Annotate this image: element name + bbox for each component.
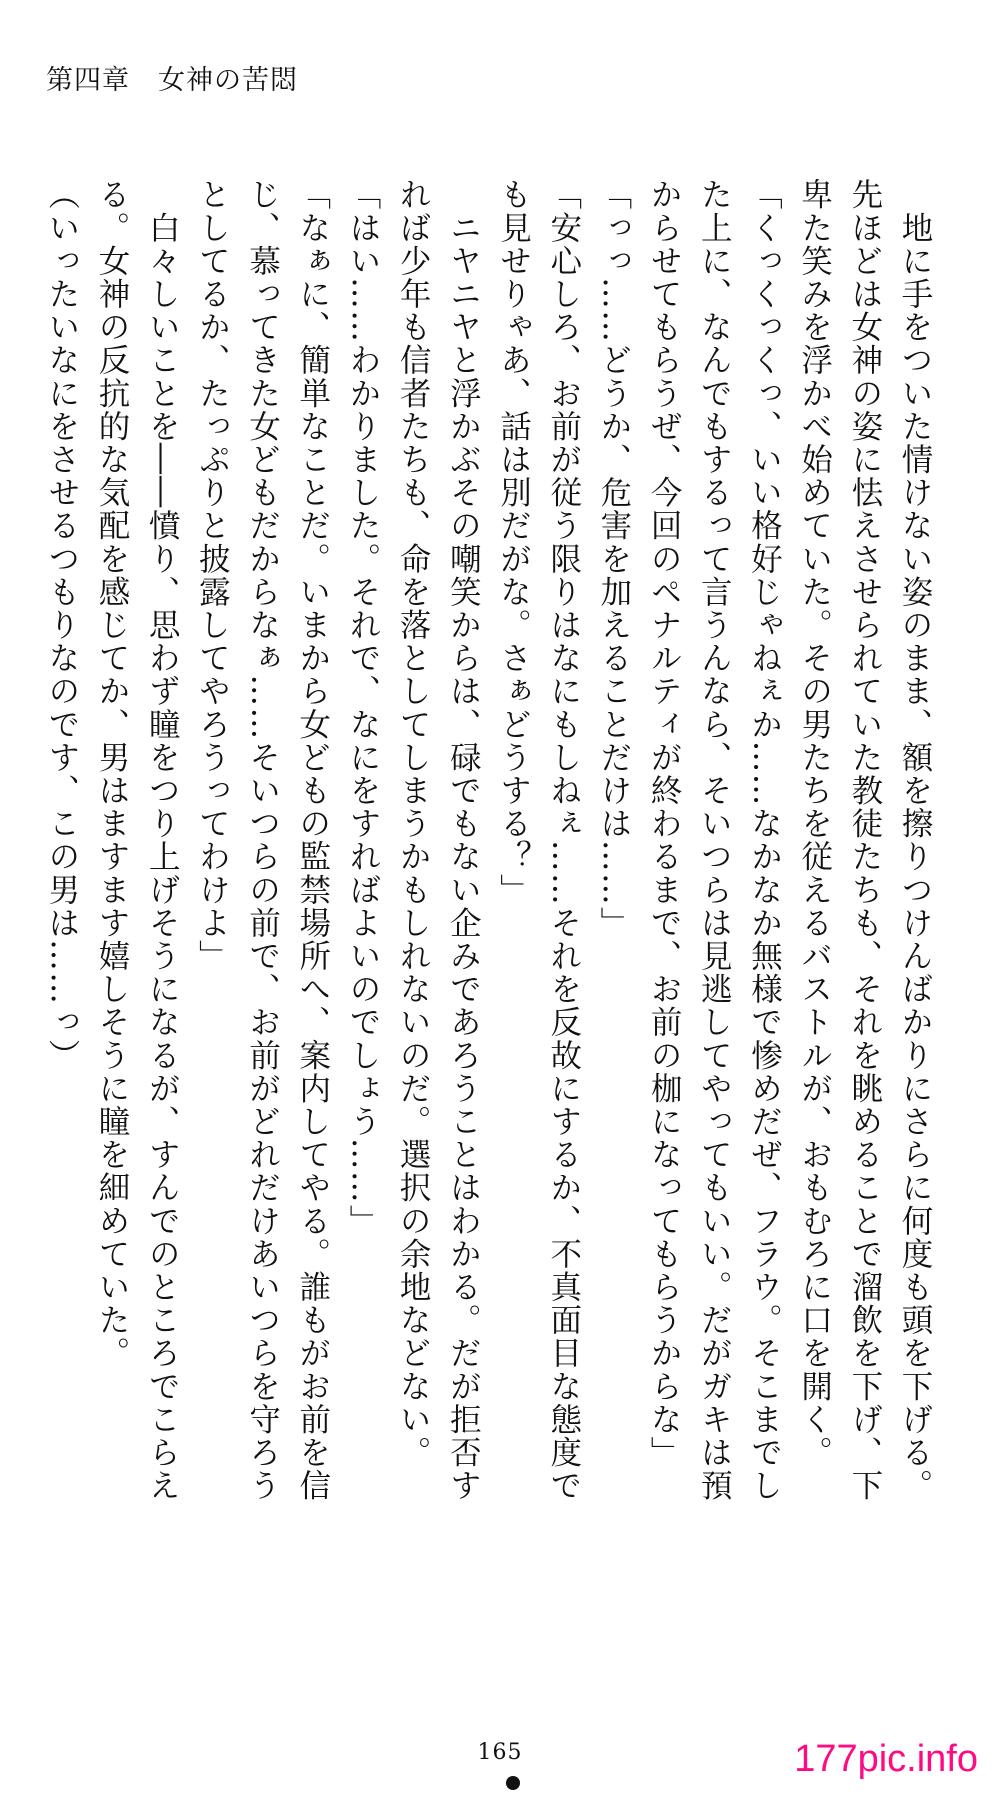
text-column: 白々しいことを――憤り、思わず瞳をつり上げそうになるが、すんでのところでこらえ xyxy=(144,178,181,1502)
text-column: 「安心しろ、お前が従う限りはなにもしねぇ……それを反故にするか、不真面目な態度で xyxy=(545,178,582,1502)
text-column: 地に手をついた情けない姿のまま、額を擦りつけんばかりにさらに何度も頭を下げる。 xyxy=(897,178,933,1502)
text-column: 先ほどは女神の姿に怯えさせられていた教徒たちも、それを眺めることで溜飲を下げ、下 xyxy=(846,178,883,1502)
page-number: 165 xyxy=(477,1740,523,1765)
text-column: ニヤニヤと浮かぶその嘲笑からは、碌でもない企みであろうことはわかる。だが拒否す xyxy=(445,178,482,1502)
page-ornament-dot xyxy=(506,1776,520,1790)
vertical-text-body xyxy=(43,178,933,1608)
text-column: た上に、なんでもするって言うんなら、そいつらは見逃してやってもいい。だがガキは預 xyxy=(696,178,733,1502)
text-column: 「はい……わかりました。それで、なにをすればよいのでしょう……」 xyxy=(344,178,381,1238)
text-column: も見せりゃあ、話は別だがな。さぁどうする？」 xyxy=(495,178,532,907)
text-column: れば少年も信者たちも、命を落としてしまうかもしれないのだ。選択の余地などない。 xyxy=(395,178,432,1469)
text-column: としてるか、たっぷりと披露してやろうってわけよ」 xyxy=(194,178,231,973)
text-column: 「っっ……どうか、危害を加えることだけは……」 xyxy=(595,178,632,940)
text-column: る。女神の反抗的な気配を感じてか、男はますます嬉しそうに瞳を細めていた。 xyxy=(94,178,130,1370)
text-column: じ、慕ってきた女どもだからなぁ……そいつらの前で、お前がどれだけあいつらを守ろう xyxy=(244,178,281,1502)
text-column: 「くっくっくっ、いい格好じゃねぇか……なかなか無様で惨めだぜ、フラウ。そこまでし xyxy=(746,178,783,1502)
text-column: 「なぁに、簡単なことだ。いまから女どもの監禁場所へ、案内してやる。誰もがお前を信 xyxy=(294,178,331,1502)
watermark-text: 177pic.info xyxy=(794,1738,978,1780)
text-column: （いったいなにをさせるつもりなのです、この男は……っ） xyxy=(43,178,80,1072)
text-column: 卑た笑みを浮かべ始めていた。その男たちを従えるバストルが、おもむろに口を開く。 xyxy=(796,178,833,1469)
text-column: からせてもらうぜ、今回のペナルティが終わるまで、お前の枷になってもらうからな」 xyxy=(646,178,683,1469)
chapter-title: 第四章 女神の苦悶 xyxy=(46,65,298,96)
